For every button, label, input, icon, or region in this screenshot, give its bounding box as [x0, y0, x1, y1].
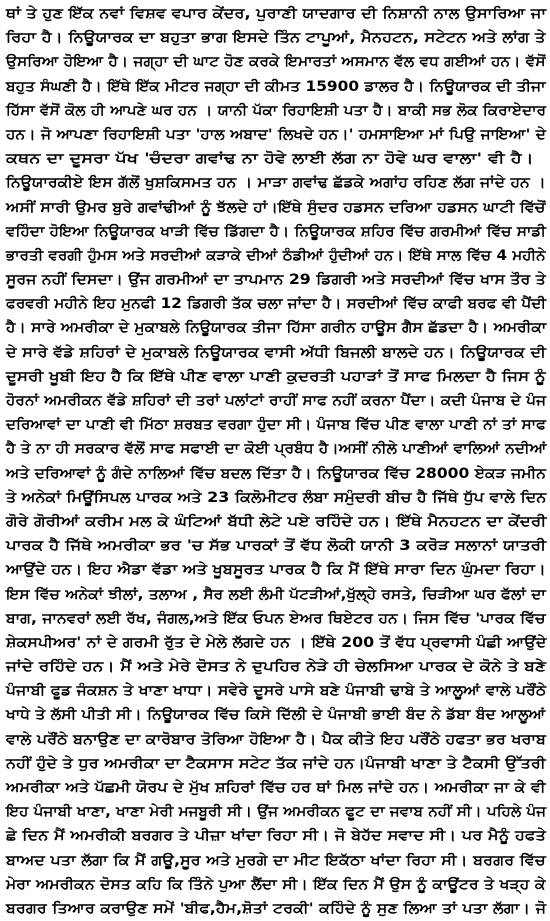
text-line: ਨਿਊਯਾਰਕੀਏ ਇਸ ਗੱਲੋਂ ਖੁਸ਼ਕਿਸਮਤ ਹਨ । ਮਾੜਾ ਗਵਾਂਢ ਛੱਡਕੇ ਅਗਾਂਹ ਰਹਿਣ ਲੱਗ ਜਾਂਦੇ ਹਨ ।	[6, 175, 546, 192]
text-line: ਸ਼ੇਕਸਪੀਅਰ' ਨਾਂ ਦੇ ਗਰਮੀ ਰੁੱਤ ਦੇ ਮੇਲੇ ਲੱਗਦੇ ਹਨ । ਇੱਥੇ 200 ਤੋਂ ਵੱਧ ਪ੍ਰਵਾਸੀ ਪੰਛੀ ਆਉਂਦੇ	[6, 634, 547, 651]
text-line: ਮੇਰਾ ਅਮਰੀਕਨ ਦੋਸਤ ਕਹਿ ਕਿ ਤਿੰਨੇ ਪੁਆ ਲੈਂਦਾ ਸੀ। ਇੱਕ ਦਿਨ ਮੈਂ ਉਸ ਨੂੰ ਕਾਊਂਟਰ ਤੇ ਖੜ੍ਹ ਕੇ	[6, 876, 546, 893]
text-line: ਵਾਲੇ ਪਰੌਂਠੇ ਬਨਾਉਣ ਦਾ ਕਾਰੋਬਾਰ ਤੋਰਿਆ ਹੋਇਆ ਹੈ। ਪੈਕ ਕੀਤੇ ਇਹ ਪਰੌਂਠੇ ਹਫਤਾ ਭਰ ਖਰਾਬ	[6, 731, 547, 748]
text-line: ਛੇ ਦਿਨ ਮੈਂ ਅਮਰੀਕੀ ਬਰਗਰ ਤੇ ਪੀਜ਼ਾ ਖਾਂਦਾ ਰਿਹਾ ਸੀ। ਜੋ ਬੇਹੱਦ ਸਵਾਦ ਸੀ। ਪਰ ਮੈਨੂੰ ਹਫਤੇ	[6, 828, 546, 845]
text-line: ਹਨ। ਜੋ ਆਪਣਾ ਰਿਹਾਇਸ਼ੀ ਪਤਾ 'ਹਾਲ ਅਬਾਦ' ਲਿਖਦੇ ਹਨ।' ਹਮਸਾਇਆ ਮਾਂ ਪਿਉ ਜਾਇਆ' ਦੇ	[6, 126, 547, 143]
text-line: ਥਾਂ ਤੇ ਹੁਣ ਇੱਕ ਨਵਾਂ ਵਿਸ਼ਵ ਵਪਾਰ ਕੇਂਦਰ, ਪੁਰਾਣੀ ਯਾਦਗਾਰ ਦੀ ਨਿਸ਼ਾਨੀ ਨਾਲ ਉਸਾਰਿਆ ਜਾ	[6, 6, 547, 22]
text-line: ਇਸ ਵਿੱਚ ਅਨੇਕਾਂ ਝੀਲਾਂ, ਤਲਾਅ , ਸੈਰ ਲਈ ਲੰਮੀ ਪੱਟੜੀਆਂ,ਖੁੱਲ੍ਹੇ ਰਸਤੇ, ਚਿੜੀਆ ਘਰ ਫੱਲਾਂ ਦਾ	[6, 586, 546, 603]
text-line: ਬਰਗਰ ਤਿਆਰ ਕਰਾਉਣ ਸਮੇਂ 'ਬੀਫ,ਹੈਮ,ਸ਼ੋਤਾਂ ਟਰਕੀ' ਕਹਿੰਦੇ ਨੂੰ ਸੁਣ ਲਿਆ ਤਾਂ ਪਤਾ ਲੱਗਾ। ਜੋ	[6, 900, 547, 917]
text-line: ਬਹੁਤ ਸੰਘਣੀ ਹੈ। ਇੱਥੇ ਇੱਕ ਮੀਟਰ ਜਗ੍ਹਾ ਦੀ ਕੀਮਤ 15900 ਡਾਲਰ ਹੈ। ਨਿਊਯਾਰਕ ਦੀ ਤੀਜਾ	[6, 78, 546, 95]
text-line: ਹਿੱਸਾ ਵੱਸੋਂ ਕੋਲ ਹੀ ਆਪਣੇ ਘਰ ਹਨ । ਯਾਨੀ ਪੱਕਾ ਰਿਹਾਇਸ਼ੀ ਪਤਾ ਹੈ। ਬਾਕੀ ਸਭ ਲੋਕ ਕਿਰਾਏਦਾਰ	[6, 102, 547, 119]
text-line: ਬਾਅਦ ਪਤਾ ਲੱਗਾ ਕਿ ਮੈਂ ਗਊ,ਸੂਰ ਅਤੇ ਮੁਰਗੇ ਦਾ ਮੀਟ ਇਕੱਠਾ ਖਾਂਦਾ ਰਿਹਾ ਸੀ। ਬਰਗਰ ਵਿੱਚ	[6, 852, 546, 869]
text-line: ਹੋਰਨਾਂ ਅਮਰੀਕਨ ਵੱਡੇ ਸ਼ਹਿਰਾਂ ਦੀ ਤਰਾਂ ਪਲਾਂਟਾਂ ਰਾਹੀਂ ਸਾਫ ਨਹੀਂ ਕਰਨਾ ਪੈਂਦਾ। ਕਦੀ ਪੰਜਾਬ ਦੇ ਪੰਜ	[6, 393, 547, 409]
text-line: ਅਤੇ ਦਰਿਆਵਾਂ ਨੂੰ ਗੰਦੇ ਨਾਲਿਆਂ ਵਿੱਚ ਬਦਲ ਦਿੱਤਾ ਹੈ। ਨਿਊਯਾਰਕ ਵਿੱਚ 28000 ਏਕੜ ਜਮੀਨ	[6, 465, 546, 482]
text-line: ਖਾਧੇ ਤੇ ਲੱਸੀ ਪੀਤੀ ਸੀ। ਨਿਊਯਾਰਕ ਵਿੱਚ ਕਿਸੇ ਦਿੱਲੀ ਦੇ ਪੰਜਾਬੀ ਭਾਈ ਬੰਦ ਨੇ ਡੱਬਾ ਬੰਦ ਆਲੂਆਂ	[6, 707, 546, 724]
text-line: ਜਾਂਦੇ ਰਹਿੰਦੇ ਹਨ। ਮੈਂ ਅਤੇ ਮੇਰੇ ਦੋਸਤ ਨੇ ਦੁਪਹਿਰ ਨੇੜੇ ਹੀ ਚੇਲਸਿਆ ਪਾਰਕ ਦੇ ਕੋਨੇ ਤੇ ਬਣੇ	[6, 659, 547, 676]
text-line: ਪਾਰਕ ਹੈ ਜਿੱਥੇ ਅਮਰੀਕਾ ਭਰ 'ਚ ਸੱਭ ਪਾਰਕਾਂ ਤੋਂ ਵੱਧ ਲੋਕੀ ਯਾਨੀ 3 ਕਰੋੜ ਸਲਾਨਾਂ ਯਾਤਰੀ	[6, 538, 547, 555]
text-line: ਬਾਗ, ਜਾਨਵਰਾਂ ਲਈ ਰੱਖ, ਜੰਗਲ,ਅਤੇ ਇੱਕ ਓਪਨ ਏਅਰ ਥਿਏਟਰ ਹਨ। ਜਿਸ ਵਿੱਚ 'ਪਾਰਕ ਵਿੱਚ	[6, 610, 546, 627]
article-body	[6, 2, 547, 917]
text-line: ਉਸਰਿਆ ਹੋਇਆ ਹੈ। ਜਗ੍ਹਾ ਦੀ ਘਾਟ ਹੋਣ ਕਰਕੇ ਇਮਾਰਤਾਂ ਅਸਮਾਨ ਵੱਲ ਵਧ ਗਈਆਂ ਹਨ। ਵੱਸੋਂ	[6, 54, 546, 71]
text-line: ਨਹੀਂ ਹੁੰਦੇ ਤੇ ਧੁਰ ਅਮਰੀਕਾ ਦਾ ਟੈਕਸਾਸ ਸਟੇਟ ਤੱਕ ਜਾਂਦੇ ਹਨ।ਪੰਜਾਬੀ ਖਾਣਾ ਤੇ ਟੈਕਸੀ ਉੱਤਰੀ	[6, 755, 546, 772]
text-line: ਅਸੀਂ ਸਾਰੀ ਉਮਰ ਬੁਰੇ ਗਵਾਂਢੀਆਂ ਨੂੰ ਝੱਲਦੇ ਹਾਂ।ਇੱਥੇ ਸੁੰਦਰ ਹਡਸਨ ਦਰਿਆ ਹਡਸਨ ਘਾਟੀ ਵਿੱਚੋਂ	[6, 199, 546, 216]
text-line: ਇਹ ਪੰਜਾਬੀ ਖਾਣਾ, ਖਾਣਾ ਮੇਰੀ ਮਜਬੂਰੀ ਸੀ। ਉਂਜ ਅਮਰੀਕਨ ਫੂਟ ਦਾ ਜਵਾਬ ਨਹੀਂ ਸੀ। ਪਹਿਲੇ ਪੰਜ	[6, 804, 547, 821]
text-line: ਦੇ ਸਾਰੇ ਵੱਡੇ ਸ਼ਹਿਰਾਂ ਦੇ ਮੁਕਾਬਲੇ ਨਿਊਯਾਰਕ ਵਾਸੀ ਅੱਧੀ ਬਿਜਲੀ ਬਾਲਦੇ ਹਨ। ਨਿਊਯਾਰਕ ਦੀ	[6, 344, 547, 361]
text-line: ਹੈ ਤੇ ਨਾ ਹੀ ਸਰਕਾਰ ਵੱਲੋਂ ਸਾਫ ਸਫਾਈ ਦਾ ਕੋਈ ਪ੍ਰਬੰਧ ਹੈ।ਅਸੀਂ ਨੀਲੇ ਪਾਣੀਆਂ ਵਾਲਿਆਂ ਨਦੀਆਂ	[6, 441, 547, 458]
text-line: ਦਰਿਆਵਾਂ ਦਾ ਪਾਣੀ ਵੀ ਮਿੱਠਾ ਸ਼ਰਬਤ ਵਰਗਾ ਹੁੰਦਾ ਸੀ। ਪੰਜਾਬ ਵਿੱਚ ਪੀਣ ਵਾਲਾ ਪਾਣੀ ਨਾਂ ਤਾਂ ਸਾਫ	[6, 417, 547, 434]
text-line: ਫਰਵਰੀ ਮਹੀਨੇ ਇਹ ਮੁਨਫੀ 12 ਡਿਗਰੀ ਤੱਕ ਚਲਾ ਜਾਂਦਾ ਹੈ। ਸਰਦੀਆਂ ਵਿੱਚ ਕਾਫੀ ਬਰਫ ਵੀ ਪੈਂਦੀ	[6, 296, 547, 313]
text-line: ਪੰਜਾਬੀ ਫੂਡ ਜੰਕਸ਼ਨ ਤੇ ਖਾਣਾ ਖਾਧਾ। ਸਵੇਰੇ ਦੂਸਰੇ ਪਾਸੇ ਬਣੇ ਪੰਜਾਬੀ ਢਾਬੇ ਤੇ ਆਲੂਆਂ ਵਾਲੇ ਪਰੌਂਠੇ	[6, 683, 547, 700]
text-line: ਸੂਰਜ ਨਹੀਂ ਦਿਸਦਾ। ਉਂਜ ਗਰਮੀਆਂ ਦਾ ਤਾਪਮਾਨ 29 ਡਿਗਰੀ ਅਤੇ ਸਰਦੀਆਂ ਵਿੱਚ ਖਾਸ ਤੌਰ ਤੇ	[6, 272, 546, 289]
text-line: ਰਿਹਾ ਹੈ। ਨਿਊਯਾਰਕ ਦਾ ਬਹੁਤਾ ਭਾਗ ਇਸਦੇ ਤਿੰਨ ਟਾਪੂਆਂ, ਮੈਨਹਟਨ, ਸਟੇਟਨ ਅਤੇ ਲਾਂਗ ਤੇ	[6, 30, 546, 47]
text-line: ਦੂਸਰੀ ਖੂਬੀ ਇਹ ਹੈ ਕਿ ਇੱਥੇ ਪੀਣ ਵਾਲਾ ਪਾਣੀ ਕੁਦਰਤੀ ਪਹਾੜਾਂ ਤੋਂ ਸਾਫ ਮਿਲਦਾ ਹੈ ਜਿਸ ਨੂੰ	[6, 368, 546, 385]
text-line: ਆਉਂਦੇ ਹਨ। ਇਹ ਐਡਾ ਵੱਡਾ ਅਤੇ ਖੂਬਸੂਰਤ ਪਾਰਕ ਹੈ ਕਿ ਮੈਂ ਇੱਥੇ ਸਾਰਾ ਦਿਨ ਘੁੰਮਦਾ ਰਿਹਾ।	[6, 562, 546, 579]
text-line: ਤੇ ਅਨੇਕਾਂ ਮਿਊਂਸਿਪਲ ਪਾਰਕ ਅਤੇ 23 ਕਿਲੋਮੀਟਰ ਲੰਬਾ ਸਮੁੰਦਰੀ ਬੀਚ ਹੈ ਜਿੱਥੇ ਧੁੱਪ ਵਾਲੇ ਦਿਨ	[6, 489, 547, 506]
text-line: ਅਮਰੀਕਾ ਅਤੇ ਪੱਛਮੀ ਯੋਰਪ ਦੇ ਮੁੱਖ ਸ਼ਹਿਰਾਂ ਵਿੱਚ ਹਰ ਥਾਂ ਮਿਲ ਜਾਂਦੇ ਹਨ। ਅਮਰੀਕਾ ਜਾ ਕੇ ਵੀ	[6, 780, 546, 796]
text-line: ਗੋਰੇ ਗੋਰੀਆਂ ਕਰੀਮ ਮਲ ਕੇ ਘੰਟਿਆਂ ਬੱਧੀ ਲੇਟੇ ਪਏ ਰਹਿੰਦੇ ਹਨ। ਇੱਥੇ ਮੈਨਹਟਨ ਦਾ ਕੇਂਦਰੀ	[6, 513, 547, 530]
text-line: ਭਾਰਤੀ ਵਰਗੀ ਹੁੰਮਸ ਅਤੇ ਸਰਦੀਆਂ ਕੜਾਕੇ ਦੀਆਂ ਠੰਡੀਆਂ ਹੁੰਦੀਆਂ ਹਨ। ਇੱਥੇ ਸਾਲ ਵਿੱਚ 4 ਮਹੀਨੇ	[6, 247, 546, 264]
text-line: ਹੈ। ਸਾਰੇ ਅਮਰੀਕਾ ਦੇ ਮੁਕਾਬਲੇ ਨਿਊਯਾਰਕ ਤੀਜਾ ਹਿੱਸਾ ਗਰੀਨ ਹਾਊਸ ਗੈਸ ਛੱਡਦਾ ਹੈ। ਅਮਰੀਕਾ	[6, 320, 547, 337]
text-line: ਕਥਨ ਦਾ ਦੂਸਰਾ ਪੱਖ 'ਚੰਦਰਾ ਗਵਾਂਢ ਨਾ ਹੋਵੇ ਲਾਈ ਲੱਗ ਨਾ ਹੋਵੇ ਘਰ ਵਾਲਾ' ਵੀ ਹੈ।	[6, 151, 534, 168]
text-line: ਵਹਿੰਦਾ ਹੋਇਆ ਨਿਊਯਾਰਕ ਖਾੜੀ ਵਿੱਚ ਡਿੱਗਦਾ ਹੈ। ਨਿਊਯਾਰਕ ਸ਼ਹਿਰ ਵਿੱਚ ਗਰਮੀਆਂ ਵਿੱਚ ਸਾਡੀ	[6, 223, 546, 240]
